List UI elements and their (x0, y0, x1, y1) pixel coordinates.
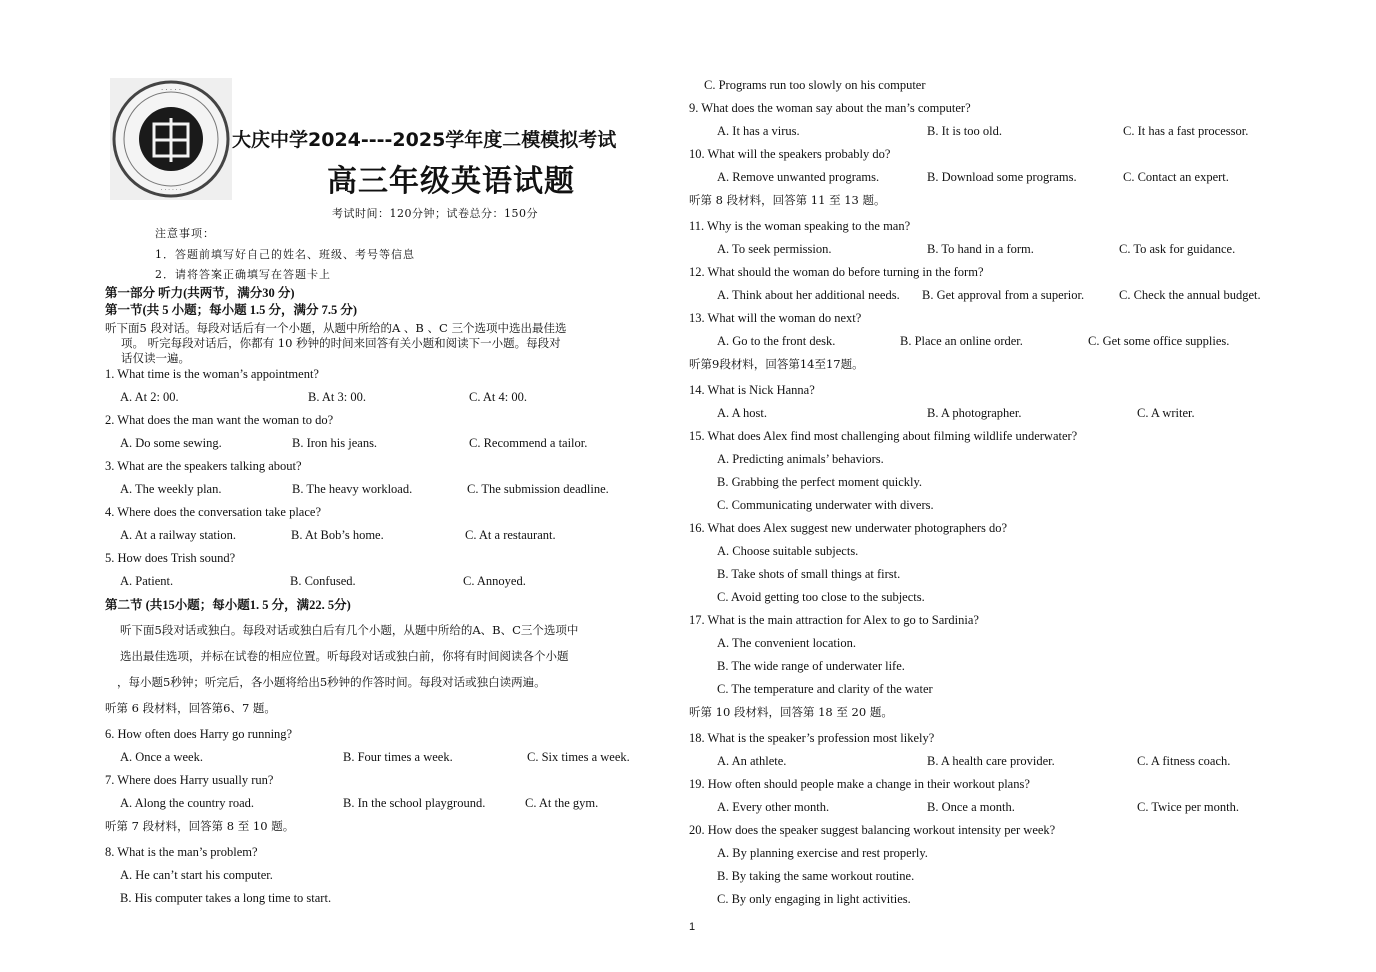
q2-option-c: C. Recommend a tailor. (469, 436, 588, 450)
q16-option-c: C. Avoid getting too close to the subjects. (717, 590, 925, 604)
q10-option-c: C. Contact an expert. (1123, 170, 1229, 184)
section2-instructions: ，每小题5秒钟；听完后，各小题将给出5秒钟的作答时间。每段对话或独白读两遍。 (117, 675, 546, 689)
question-5: 5. How does Trish sound? (105, 551, 236, 565)
material-10-heading: 听第 10 段材料，回答第 18 至 20 题。 (689, 705, 893, 719)
q12-option-a: A. Think about her additional needs. (717, 288, 900, 302)
q19-option-c: C. Twice per month. (1137, 800, 1240, 814)
q6-option-b: B. Four times a week. (343, 750, 453, 764)
question-1: 1. What time is the woman’s appointment? (105, 367, 319, 381)
notice-item-1: 1．答题前填写好自己的姓名、班级、考号等信息 (155, 248, 415, 261)
q11-option-b: B. To hand in a form. (927, 242, 1034, 256)
question-8: 8. What is the man’s problem? (105, 845, 258, 859)
part1-heading: 第一部分 听力(共两节，满分30 分) (105, 286, 295, 300)
q19-option-a: A. Every other month. (717, 800, 830, 814)
q13-option-c: C. Get some office supplies. (1088, 334, 1230, 348)
q4-option-c: C. At a restaurant. (465, 528, 556, 542)
q4-option-b: B. At Bob’s home. (291, 528, 384, 542)
exam-info: 考试时间：120分钟；试卷总分：150分 (332, 207, 538, 220)
q9-option-a: A. It has a virus. (717, 124, 800, 138)
notice-title: 注意事项： (155, 227, 215, 240)
q16-option-b: B. Take shots of small things at first. (717, 567, 901, 581)
question-7: 7. Where does Harry usually run? (105, 773, 274, 787)
section2-instructions: 选出最佳选项，并标在试卷的相应位置。听每段对话或独白前，你将有时间阅读各个小题 (120, 649, 569, 663)
section2-instructions: 听下面5段对话或独白。每段对话或独白后有几个小题，从题中所给的A、B、C三个选项中 (120, 623, 579, 637)
question-16: 16. What does Alex suggest new underwater photographers do? (689, 521, 1008, 535)
q2-option-b: B. Iron his jeans. (292, 436, 378, 450)
q20-option-b: B. By taking the same workout routine. (717, 869, 915, 883)
question-2: 2. What does the man want the woman to do? (105, 413, 334, 427)
q17-option-b: B. The wide range of underwater life. (717, 659, 905, 673)
q16-option-a: A. Choose suitable subjects. (717, 544, 859, 558)
q1-option-a: A. At 2: 00. (120, 390, 179, 404)
q15-option-a: A. Predicting animals’ behaviors. (717, 452, 884, 466)
q15-option-b: B. Grabbing the perfect moment quickly. (717, 475, 923, 489)
q3-option-a: A. The weekly plan. (120, 482, 222, 496)
exam-title: 大庆中学2024----2025学年度二模模拟考试 (232, 129, 617, 151)
q5-option-c: C. Annoyed. (463, 574, 526, 588)
q20-option-a: A. By planning exercise and rest properly. (717, 846, 928, 860)
q5-option-a: A. Patient. (120, 574, 174, 588)
q15-option-c: C. Communicating underwater with divers. (717, 498, 934, 512)
q3-option-b: B. The heavy workload. (292, 482, 413, 496)
question-6: 6. How often does Harry go running? (105, 727, 293, 741)
question-18: 18. What is the speaker’s profession most likely? (689, 731, 935, 745)
q13-option-a: A. Go to the front desk. (717, 334, 836, 348)
question-11: 11. Why is the woman speaking to the man? (689, 219, 911, 233)
exam-subtitle: 高三年级英语试题 (327, 164, 575, 199)
q11-option-c: C. To ask for guidance. (1119, 242, 1236, 256)
q17-option-c: C. The temperature and clarity of the water (717, 682, 933, 696)
q1-option-c: C. At 4: 00. (469, 390, 527, 404)
q7-option-c: C. At the gym. (525, 796, 599, 810)
question-19: 19. How often should people make a change in their workout plans? (689, 777, 1030, 791)
section1-heading: 第一节(共 5 小题；每小题 1.5 分，满分 7.5 分) (105, 303, 358, 317)
school-seal-icon (110, 78, 232, 200)
q7-option-a: A. Along the country road. (120, 796, 255, 810)
question-12: 12. What should the woman do before turning in the form? (689, 265, 984, 279)
q10-option-a: A. Remove unwanted programs. (717, 170, 880, 184)
q20-option-c: C. By only engaging in light activities. (717, 892, 911, 906)
q2-option-a: A. Do some sewing. (120, 436, 222, 450)
q18-option-b: B. A health care provider. (927, 754, 1055, 768)
q8-option-c: C. Programs run too slowly on his computer (704, 78, 926, 92)
question-15: 15. What does Alex find most challenging about filming wildlife underwater? (689, 429, 1078, 443)
material-7-heading: 听第 7 段材料，回答第 8 至 10 题。 (105, 819, 295, 833)
material-8-heading: 听第 8 段材料，回答第 11 至 13 题。 (689, 193, 886, 207)
school-logo (110, 78, 232, 200)
q1-option-b: B. At 3: 00. (308, 390, 366, 404)
q14-option-a: A. A host. (717, 406, 768, 420)
material-9-heading: 听第9段材料，回答第14至17题。 (689, 357, 864, 371)
q14-option-c: C. A writer. (1137, 406, 1195, 420)
question-14: 14. What is Nick Hanna? (689, 383, 815, 397)
q19-option-b: B. Once a month. (927, 800, 1015, 814)
question-13: 13. What will the woman do next? (689, 311, 862, 325)
question-17: 17. What is the main attraction for Alex to go to Sardinia? (689, 613, 979, 627)
question-9: 9. What does the woman say about the man’s computer? (689, 101, 971, 115)
q8-option-b: B. His computer takes a long time to start. (120, 891, 332, 905)
q6-option-c: C. Six times a week. (527, 750, 630, 764)
q6-option-a: A. Once a week. (120, 750, 203, 764)
section1-instructions: 项。 听完每段对话后，你都有 10 秒钟的时间来回答有关小题和阅读下一小题。每段对 (121, 336, 561, 350)
q18-option-c: C. A fitness coach. (1137, 754, 1231, 768)
q12-option-c: C. Check the annual budget. (1119, 288, 1261, 302)
section2-heading: 第二节 (共15小题；每小题1. 5 分，满22. 5分) (105, 598, 351, 612)
q4-option-a: A. At a railway station. (120, 528, 236, 542)
question-4: 4. Where does the conversation take place? (105, 505, 321, 519)
q7-option-b: B. In the school playground. (343, 796, 486, 810)
q5-option-b: B. Confused. (290, 574, 356, 588)
q14-option-b: B. A photographer. (927, 406, 1022, 420)
question-3: 3. What are the speakers talking about? (105, 459, 302, 473)
page-number: 1 (689, 921, 696, 933)
q8-option-a: A. He can’t start his computer. (120, 868, 273, 882)
q10-option-b: B. Download some programs. (927, 170, 1077, 184)
q13-option-b: B. Place an online order. (900, 334, 1023, 348)
question-10: 10. What will the speakers probably do? (689, 147, 891, 161)
q11-option-a: A. To seek permission. (717, 242, 832, 256)
material-6-heading: 听第 6 段材料，回答第6、7 题。 (105, 701, 276, 715)
q9-option-c: C. It has a fast processor. (1123, 124, 1249, 138)
question-20: 20. How does the speaker suggest balancing workout intensity per week? (689, 823, 1056, 837)
q18-option-a: A. An athlete. (717, 754, 787, 768)
q3-option-c: C. The submission deadline. (467, 482, 609, 496)
section1-instructions: 听下面5 段对话。每段对话后有一个小题，从题中所给的A 、B 、C 三个选项中选出最佳选 (105, 321, 567, 335)
svg-text:· · · · ·: · · · · · (160, 86, 182, 94)
q17-option-a: A. The convenient location. (717, 636, 856, 650)
section1-instructions: 话仅读一遍。 (121, 351, 190, 365)
notice-item-2: 2．请将答案正确填写在答题卡上 (155, 268, 331, 281)
svg-text:· · · · · ·: · · · · · · (160, 187, 182, 194)
q12-option-b: B. Get approval from a superior. (922, 288, 1085, 302)
q9-option-b: B. It is too old. (927, 124, 1003, 138)
